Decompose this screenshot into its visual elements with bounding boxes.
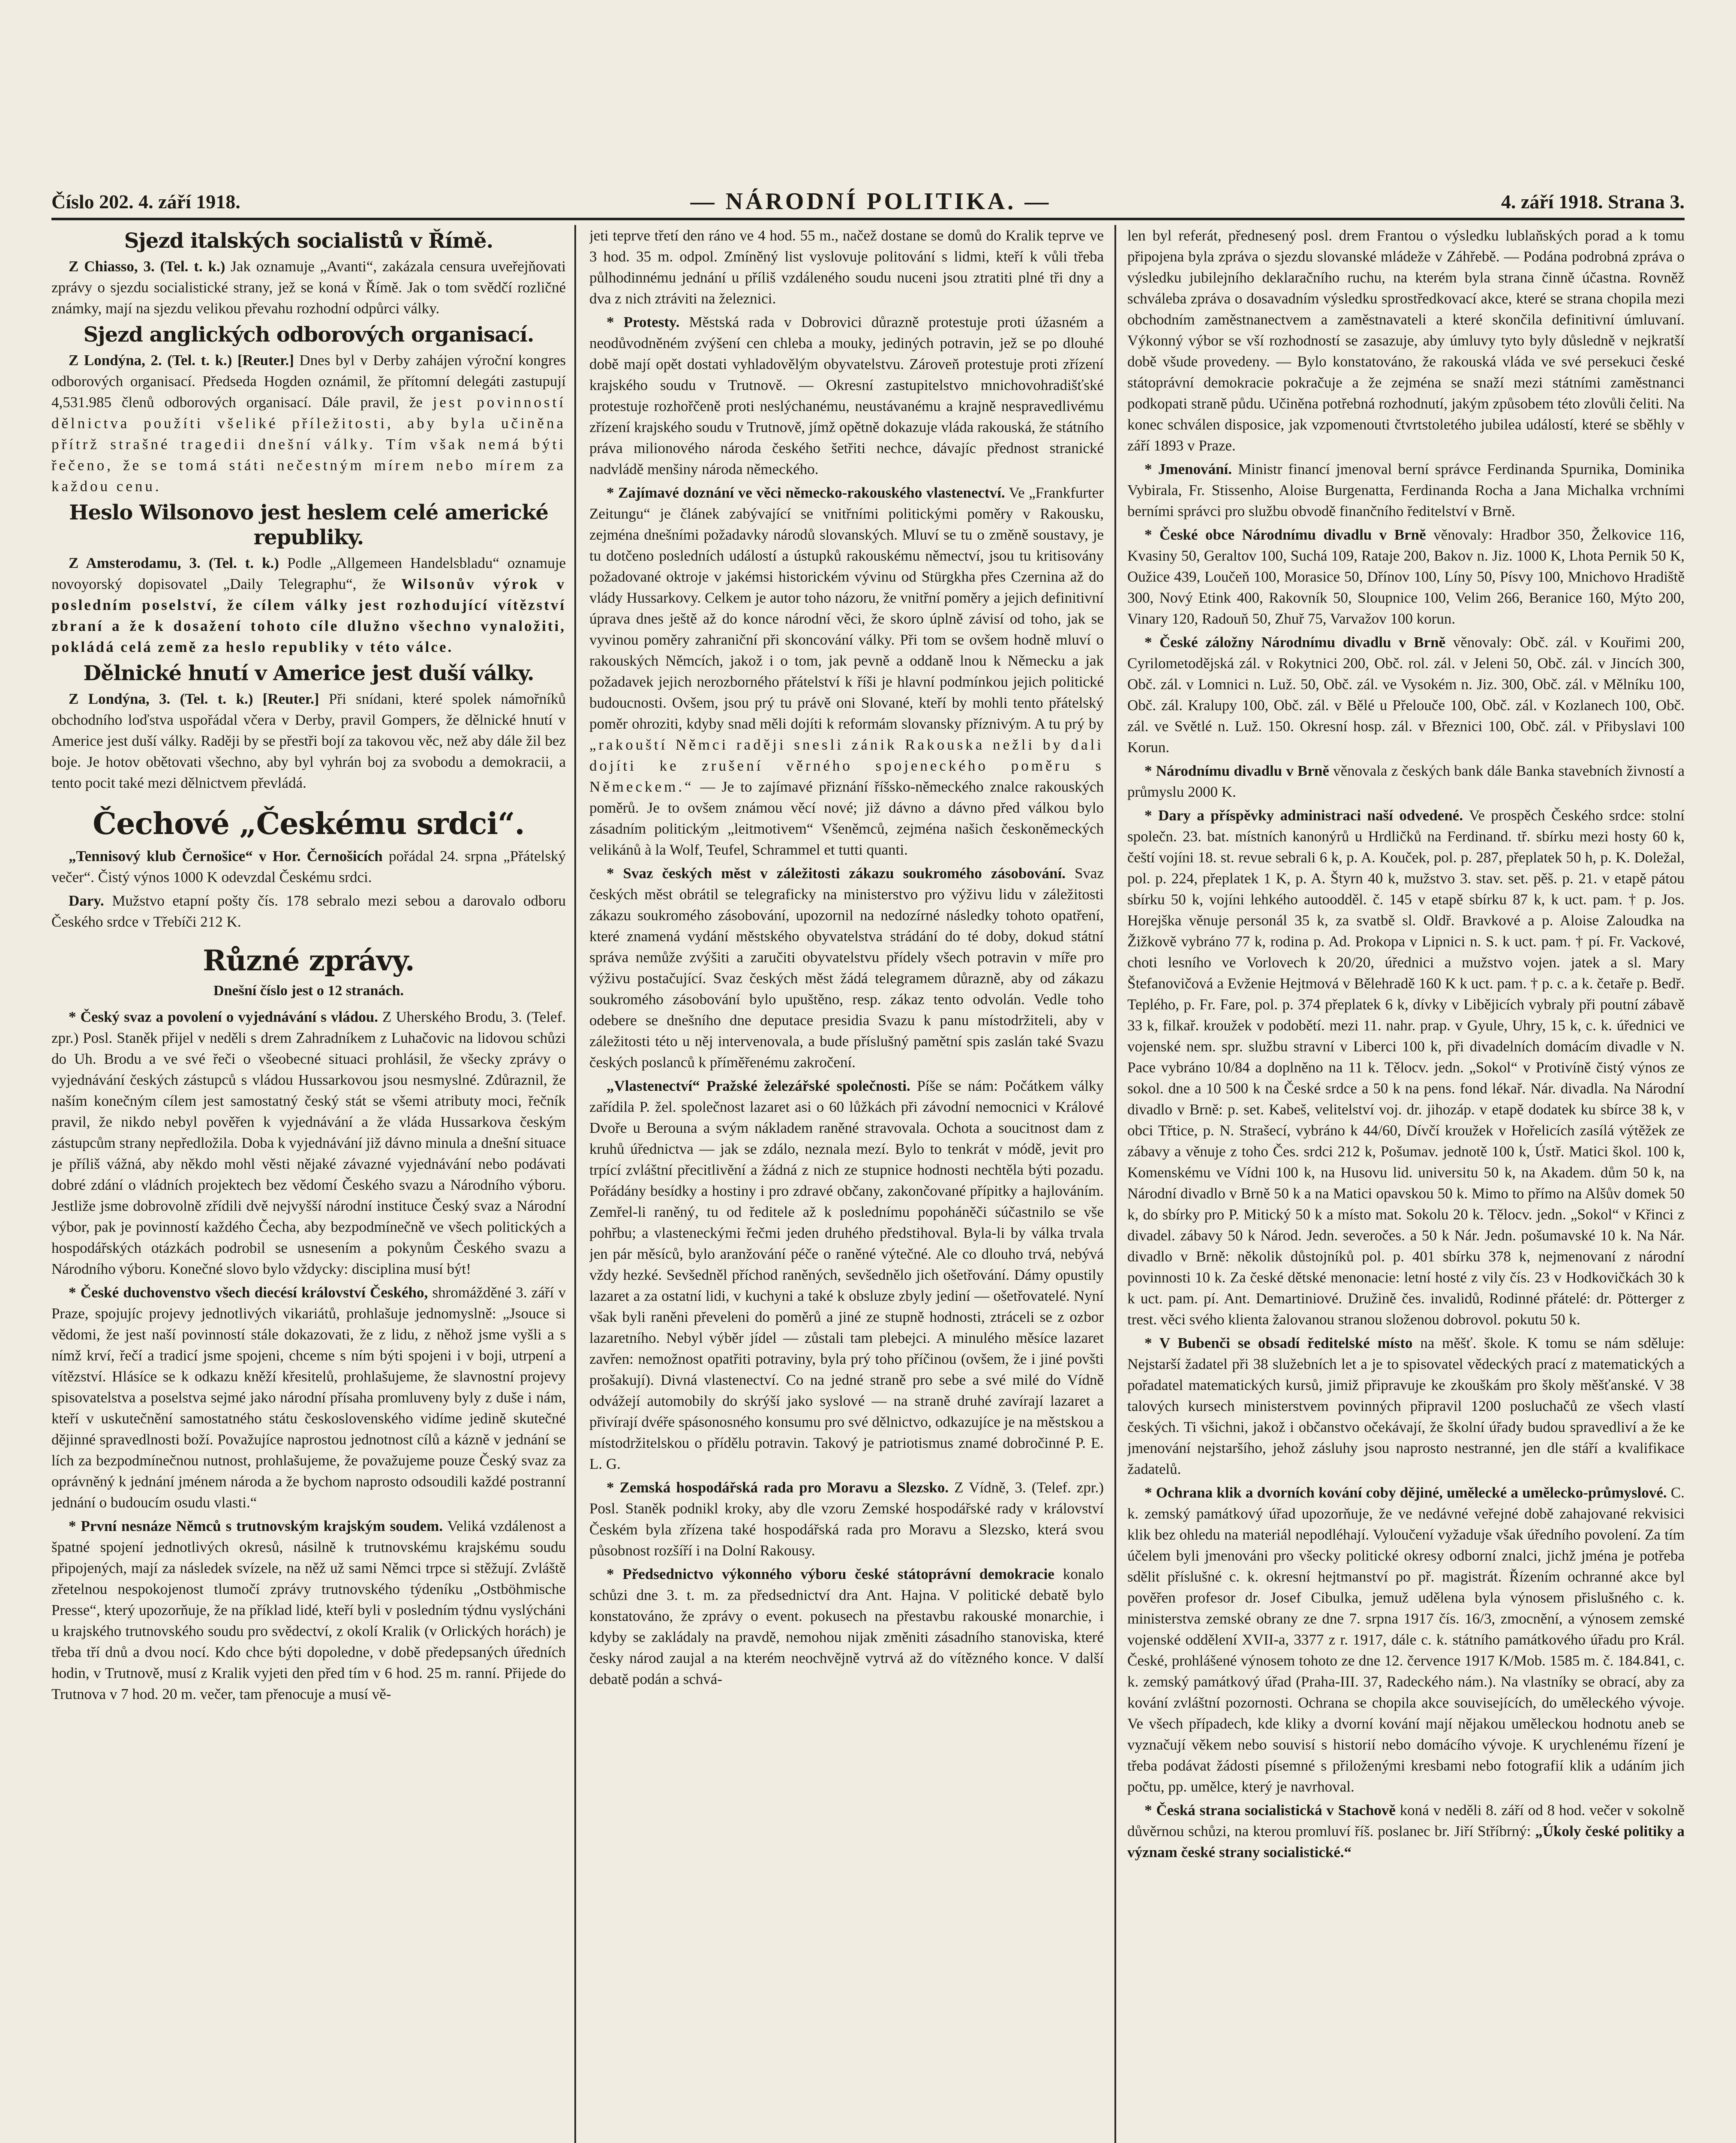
article-heading: Heslo Wilsonovo jest heslem celé americké republiky. [69, 501, 548, 549]
article-text: * Dary a příspěvky administraci naší odvedené. Ve prospěch Českého srdce: stolní společn. 23. bat. místních kanonýrů u Hrdličků na Ferdinand. tř. sbírku mezi hosty 60 k, čeští vojíni 18. st. revue sebrali 6 k, p. A. Kouček, pol. p. 287, přeplatek 50 h, p. K. Doležal, pol. p. 224, přeplatek 1 K, p. A. Štyrn 40 k, mužstvo 3. stav. set. pěš. p. 21. v etapě pátou sbírku 50 k, vojíni lehkého autoodděl. č. 145 v etapě sbírku 87 k, k uct. pam. † p. Jos. Horejška věnuje personál 35 k, za svatbě sl. Oldř. Bravkové a p. Aloise Zaloudka na Žižkově vybráno 77 k, rodina p. Ad. Prokopa v Lipnici n. S. k uct. pam. † pí. Fr. Vackové, choti lesního ve Vorlovech k 20/20, úřednici a mužstvo vojen. jatek a sl. Mary Štefanovičová a Evženie Hejtmová v Bělehradě 160 K k uct. pam. † p. c. a k. četaře p. Bedř. Teplého, p. Fr. Fare, pol. p. 374 přeplatek 6 k, dívky v Libějicích vybraly při poutní zábavě 33 k, filkař. kroužek v podobětí. mezi 11. nahr. prap. v Gyule, Uhry, 15 k, c. k. úřednici ve vojenské nem. spr. službu stravní v Liberci 100 k, při divadelních domácím divadle v N. Pace vybráno 10/84 a doplněno na 11 k. Tělocv. jedn. „Sokol“ v Protivíně čistý výnos ze sokol. dne a 10 500 k na České srdce a 50 k na pens. fond lékař. Nár. divadla. Na Národní divadlo v Brně: p. set. Kabeš, velitelství voj. dr. jihozáp. v etapě dodatek ku sbírce 38 k, v obci Třtice, p. N. Strašecí, vybráno k 44/60, Dívčí kroužek v Hořelicích zasílá výtěžek ze zábavy a věnuje z toho Čes. srdci 212 k, Pošumav. jednotě 100 k, Ústř. Matici škol. 100 k, Komenskému ve Vídni 100 k, na Husovu lid. universitu 50 k, na Akadem. dům 50 k, na Národní divadlo v Brně 50 k a na Matici opavskou 50 k. Mimo to přímo na Alšův domek 50 k, do sbírky pro P. Mitický 50 k a místo mat. Sokolu 20 k. Tělocv. jedn. „Sokol“ v Křinci z divadel. zábavy 50 k Národ. Jedn. severočes. a 50 k Nár. Jedn. pošumavské 10 k. Na Nár. divadlo v Brně: několik důstojníků pol. p. 401 sbírku 378 k, nejmenovaní z národní povinnosti 10 k. Za české dětské menonacie: letní hosté z vily čís. 23 v Hodkovičkách 30 k k uct. pam. pí. Ant. Demartiniové. Družině čes. invalidů, Rodinné přátelé: dr. Pötterger z trest. věci svého klienta žalovanou stranou složenou dobrovol. pokutu 50 k. [1127, 807, 1685, 1328]
column-1 [51, 225, 566, 2143]
section-heading: Čechové „Českému srdci“. [93, 806, 525, 841]
article-text: * Národnímu divadlu v Brně věnovala z českých bank dále Banka stavebních živností a průmyslu 2000 K. [1127, 762, 1685, 800]
article-text: * Předsednictvo výkonného výboru české státoprávní demokracie konalo schůzi dne 3. t. m. za předsednictví dra Ant. Hajna. V politické debatě bylo konstatováno, že zprávy o event. pokusech na přestavbu rakouské monarchie, i kdyby se zakládaly na pravdě, nemohou nijak změniti zásadního stanoviska, které česky národ zaujal a na kterém neochvějně vytrvá až do vítězného konce. V další debatě podán a schvá- [589, 1566, 1104, 1687]
article-heading: Sjezd italských socialistů v Římě. [124, 229, 493, 253]
article-text: Z Amsterodamu, 3. (Tel. t. k.) Podle „Allgemeen Handelsbladu“ oznamuje novoyorský dopisovatel „Daily Telegraphu“, že Wilsonův výrok v posledním poselství, že cílem války jest rozhodující vítězství zbraní a že k dosažení tohoto cíle dlužno všechno vynaložiti, pokládá celá země za heslo republiky v této válce. [51, 555, 566, 655]
column-2 [589, 225, 1104, 2143]
section-subheading: Dnešní číslo jest o 12 stranách. [213, 983, 404, 999]
date-page-info: 4. září 1918. Strana 3. [1501, 190, 1685, 213]
article-heading: Dělnické hnutí v Americe jest duší války. [83, 661, 534, 685]
article-text: * České záložny Národnímu divadlu v Brně věnovaly: Obč. zál. v Kouřimi 200, Cyrilometodějská zál. v Rokytnici 200, Obč. rol. zál. v Jeleni 50, Obč. zál. v Jincích 300, Obč. zál. v Lomnici n. Luž. 50, Obč. zál. ve Vysokém n. Jiz. 300, Obč. zál. v Mělníku 100, Obč. zál. Kralupy 100, Obč. zál. v Bělé u Přelouče 100, Obč. zál. v Kozlanech 100, Obč. zál. ve Světlé n. Luž. 150. Okresní hosp. zál. v Březnici 100, Obč. zál. v Přibyslavi 100 Korun. [1127, 634, 1685, 756]
article-text: * Zajímavé doznání ve věci německo-rakouského vlastenectví. Ve „Frankfurter Zeitungu“ je článek zabývající se vnitřními politickými poměry v Rakousku, zejména dnešními požadavky národů slovanských. Mluví se tu o změně soustavy, je tu dotčeno posledních událostí a ústupků rakouskému němectví, jsou tu kritisovány požadované oktroje v jakémsi historickém vývinu od Stürgkha přes Czernina až do vlády Hussarkovy. Celkem je autor toho názoru, že vnitřní poměry a jejich definitivní úprava dnes ještě až do konce národní věci, že skoro úplně závisí od toho, jak se vyvinou poměry zahraniční při skoncování války. Při tom se ovšem hodně mluví o rakouských Němcích, jakož i o tom, jak pevně a oddaně lnou k Německu a jak požadavek jejich nerozborného přátelství k říši je hlavní podmínkou jejich politické budoucnosti. Ovšem, jsou prý tu právě oni Slované, kteří by mohli tento přátelský poměr ohroziti, kdyby snad měli dojíti k reformám slovansky příznivým. A tu prý by „rakouští Němci raději snesli zánik Rakouska nežli by dali dojíti ke zrušení věrného spojeneckého poměru s Německem.“ — Je to zajímavé přiznání říšsko-německého znalce rakouských poměrů. Je to ovšem známou věcí nové; již dávno a dávno před válkou bylo zásadním politickým „leitmotivem“ Všeněmců, zejména našich českoněmeckých velikánů à la Wolf, Teufel, Schrammel et tutti quanti. [589, 484, 1104, 858]
section-heading: Různé zprávy. [203, 944, 414, 977]
article-text: * České duchovenstvo všech diecésí království Českého, shromážděné 3. září v Praze, spojujíc projevy jednotlivých vikariátů, prohlašuje jednomyslně: „Jsouce si vědomi, že jest naší povinností stále dokazovati, že z lidu, z něhož jsme vyšli a s nímž krví, řečí a tradicí jsme spojeni, chceme s ním býti spojeni i v boji, utrpení a vítězství. Hlásíce se k odkazu kněží křesitelů, prohlašujeme, že slavnostní projevy spisovatelstva a poselstva sejmé jako národní přísaha promluveny byly z duše i nám, kteří v uskutečnění samostatného státu československého vidíme jedině skutečné dějinné spravedlnosti boží. Považujíce naprostou jednotnost cílů a kázně v jednání se lích za bezpodmínečnou nutnost, prohlašujeme, že považujeme pouze Český svaz za oprávněný k jednání jménem národa a že bychom naprosto odsoudili každé postranní jednání o budoucím osudu vlasti.“ [51, 1284, 566, 1511]
article-text: * Protesty. Městská rada v Dobrovici důrazně protestuje proti úžasném a neodůvodněném zvýšení cen chleba a mouky, jediných potravin, jež se po dlouhé době mají opět dostati vyhladovělým obyvatelstvu. Zároveň protestuje proti zřízení krajského soudu v Trutnově. — Okresní zastupitelstvo mnichovohradišťské protestuje rozhořčeně proti neslýchanému, neustávanému a krajně nespravedlivému zřízení krajského soudu v Trutnově, jímž opětně dokazuje vláda rakouská, že státního práva milionového národa českého šetřiti nechce, dávajíc přednost stranické nadvládě menšiny národa německého. [589, 314, 1104, 477]
article-text: * Zemská hospodářská rada pro Moravu a Slezsko. Z Vídně, 3. (Telef. zpr.) Posl. Staněk podnikl kroky, aby dle vzoru Zemské hospodářské rady v království Českém byla zřízena také hospodářská rada pro Moravu a Slezsko, která svou působnost rozšíří i na Dolní Rakousy. [589, 1479, 1104, 1559]
article-text: * Český svaz a povolení o vyjednávání s vládou. Z Uherského Brodu, 3. (Telef. zpr.) Posl. Staněk přijel v neděli s drem Zahradníkem z Luhačovic na lidovou schůzi do Uh. Brodu a ve své řeči o všeobecné situaci prohlásil, že všecky zprávy o vyjednávání českých zástupců s vládou Hussarkovou jsou nesmyslné. Zdůraznil, že naším konečným cílem jest samostatný český stát se všemi atributy moci, řečník pravil, že nikdo nebyl pověřen k vyjednávání a že vláda Hussarkova českým zástupcům strany nepředložila. Doba k vyjednávání již dávno minula a dnešní situace je příliš vážná, aby někdo mohl věsti nějaké závazné vyjednávání nebo podávati dobré zdání o vládních projektech bez vědomí Českého svazu a Národního výboru. Jestliže jsme dobrovolně zřídili dvě nejvyšší národní instituce Český svaz a Národní výbor, pak je povinností každého Čecha, aby bezpodmínečně ve všech politických a hospodářských otázkách podrobil se usnesením a pokynům Českého svazu a Národního výboru. Konečné slovo bylo vždycky: disciplina musí být! [51, 1008, 566, 1277]
column-divider [1114, 225, 1116, 2143]
article-text: * České obce Národnímu divadlu v Brně věnovaly: Hradbor 350, Želkovice 116, Kvasiny 50, Geraltov 100, Suchá 109, Rataje 200, Bakov n. Jiz. 1000 K, Lhota Pernik 50 K, Oužice 439, Loučeň 100, Morasice 50, Dřínov 100, Líny 50, Písvy 100, Mnichovo Hradiště 300, Nový Etink 400, Rakovník 50, Sloupnice 100, Velim 266, Beranice 160, Mýto 200, Vinary 120, Radouň 50, Zhuř 75, Varvažov 100 korun. [1127, 526, 1685, 627]
column-3 [1127, 225, 1685, 2143]
page-header [51, 189, 1685, 220]
issue-info: Číslo 202. 4. září 1918. [51, 190, 240, 213]
article-text: * První nesnáze Němců s trutnovským krajským soudem. Veliká vzdálenost a špatné spojení jednotlivých okresů, násilně k trutnovskému krajskému soudu připojených, mají za následek svízele, na něž už sami Němci trpce si stěžují. Zvláště zřetelnou nespokojenost tlumočí zprávy trutnovského týdeníku „Ostböhmische Presse“, který upozorňuje, že na příklad lidé, kteří byli v posledním týdnu vyslýcháni u krajského trutnovského soudu pro svědectví, z okolí Kralik (v Orlických horách) je třeba tří dnů a dvou nocí. Kdo chce býti dopoledne, v době předepsaných úředních hodin, v Trutnově, musí z Kralik vyjeti den před tím v 6 hod. 25 m. ranní. Přijede do Trutnova v 7 hod. 20 m. večer, tam přenocuje a musí vě- [51, 1518, 566, 1702]
article-text: Z Londýna, 2. (Tel. t. k.) [Reuter.] Dnes byl v Derby zahájen výroční kongres odborových organisací. Předseda Hogden oznámil, že přítomní delegáti zastupují 4,531.985 členů odborových organisací. Dále pravil, že jest povinností dělnictva použíti všeliké příležitosti, aby byla učiněna přítrž strašné tragedii dnešní války. Tím však nemá býti řečeno, že se tomá státi nečestným mírem nebo mírem za každou cenu. [51, 352, 566, 495]
article-text: * V Bubenči se obsadí ředitelské místo na měšť. škole. K tomu se nám sděluje: Nejstarší žadatel při 38 služebních let a je to spisovatel vědeckých prací z matematických a pořadatel matematických kursů, jimiž připravuje ke zkouškám pro školy měšťanské. V 38 talových kursech ministerstvem povinných připravil 1200 posluchačů ze všech vlastí českých. Ti všichni, jakož i občanstvo očekávají, že školní úřady budou spravedliví a že ke jmenování nejstaršího, jehož zásluhy jsou naprosto nestranné, jen dle stáří a kvalifikace žadatelů. [1127, 1335, 1685, 1477]
article-text: Z Londýna, 3. (Tel. t. k.) [Reuter.] Při snídani, které spolek námořníků obchodního loďstva uspořádal včera v Derby, pravil Gompers, že dělnické hnutí v Americe jest duší války. Raději by se přestři bojí za takovou věc, než aby dále žil bez boje. Je hotov obětovati všechno, aby byl vyhrán boj za svobodu a demokracii, a tento pocit také mezi dělnictvem převládá. [51, 690, 566, 791]
article-text: Dary. Mužstvo etapní pošty čís. 178 sebralo mezi sebou a darovalo odboru Českého srdce v Třebíči 212 K. [51, 892, 566, 930]
column-divider [574, 225, 576, 2143]
article-heading: Sjezd anglických odborových organisací. [83, 323, 534, 347]
article-text: * Jmenování. Ministr financí jmenoval berní správce Ferdinanda Spurnika, Dominika Vybirala, Fr. Stissenho, Aloise Burgenatta, Ferdinanda Rocha a Jana Michalka vrchními berními správci pro službu obvodě finančního ředitelství v Brně. [1127, 461, 1685, 519]
article-text: jeti teprve třetí den ráno ve 4 hod. 55 m., načež dostane se domů do Kralik teprve ve 3 hod. 35 m. odpol. Zmíněný list vyslovuje politování s lidmi, kteří k vůli třeba půlhodinnému jednání u příliš vzdáleného soudu nuceni jsou ztratiti plné tři dny a dva z nich ztráviti na železnici. [589, 227, 1104, 307]
newspaper-title: — NÁRODNÍ POLITIKA. — [690, 188, 1051, 215]
article-text: „Vlastenectví“ Pražské železářské společnosti. Píše se nám: Počátkem války zařídila P. žel. společnost lazaret asi o 60 lůžkách při závodní nemocnici v Králové Dvoře u Berouna a svým nákladem raněné stravovala. Ochota a soucitnost dam z kruhů úřednictva — jak se zdálo, neznala mezí. Bylo to tenkrát v módě, jevit pro trpící zvláštní přecitlivění a žádná z nich ze stupnice hodnosti nechtěla býti pozadu. Pořádány besídky a hostiny i pro zdravé občany, zakončované přípitky a hajlováním. Zemřel-li raněný, tu od ředitele až k poslednímu popoháněči súčastnilo se vše pohřbu; a vlasteneckými řečmi jeden druhého předstihoval. Byla-li by válka trvala jen pár měsíců, bylo aranžování péče o raněné výtečné. Ale co dlouho trvá, nebývá vždy hezké. Sevšedněl příchod raněných, sevšednělo jich ošetřování. Dámy opustily lazaret a za ostatní lidi, v kuchyni a také k obsluze zbyly jediní — ošetřovatelé. Nyní však byli raněni převeleni do poměrů a jiné ze stupně hodnosti, ztráceli se z ozbor lazaretního. Nebyl výběr jídel — zůstali tam plebejci. A minulého měsíce lazaret zavřen: nemožnost opatřiti potraviny, byla prý toho příčinou (ovšem, že i jiné povšti prošakují). Divná vlastenectví. Co na jedné straně pro sebe a své milé do Vídně odvážejí automobily do skrýší jako syslové — na straně druhé zavírají lazaret a přivírají dvéře spásonosného konsumu pro své dělnictvo, odkazujíce je na městskou a místodržitelskou o přídělu potravin. Takový je patriotismus znamé dobročinné P. E. L. G. [589, 1078, 1104, 1472]
article-text: * Svaz českých měst v záležitosti zákazu soukromého zásobování. Svaz českých měst obrátil se telegraficky na ministerstvo pro výživu lidu v záležitosti zákazu soukromého zásobování, upozornil na nedozírné následky tohoto opatření, které znamená vydání městského obyvatelstva strádání do té doby, dokud státní správa nemůže zvýšiti a zaručiti obyvatelstvu přídely všech potravin v míře pro výživu postačující. Svaz českých měst žádá telegramem důrazně, aby od zákazu soukromého zásobování bylo upuštěno, resp. zákaz tento odvolán. Vedle toho odebere se dnešního dne deputace presidia Svazu k panu místodržiteli, aby v záležitosti této u něj intervenovala, a bude příslušný pamětní spis zaslán také Svazu českých poslanců k příměřenému zakročení. [589, 865, 1104, 1071]
article-text: Z Chiasso, 3. (Tel. t. k.) Jak oznamuje „Avanti“, zakázala censura uveřejňovati zprávy o sjezdu socialistické strany, jež se koná v Římě. Jak o tom svědčí rozličné známky, mají na sjezdu velikou převahu rozhodní odpůrci války. [51, 258, 566, 317]
article-text: len byl referát, přednesený posl. drem Frantou o výsledku lublaňských porad a k tomu připojena byla zpráva o sjezdu slovanské mládeže v Záhřebě. — Podána podrobná zpráva o výsledku jubilejního deklaračního ruchu, na kterém byla strana činně účastna. Rovněž schváleba zpráva o dosavadním výsledku sprostředkovací akce, které se strana chopila mezi obchodním zaměstnanectvem a zaměstnavateli a které skončila definitivní úmluvaní. Výkonný výbor se vší rozhodností se zasazuje, aby úmluvy tyto byly důsledně v nejkratší době všude provedeny. — Bylo konstatováno, že rakouská vláda ve své persekuci české státoprávní demokracie pokračuje a že zejména se snaží mezi státními zaměstnanci podkopati straně půdu. Učiněna potřebná rozhodnutí, jakým způsobem této zlovůli čeliti. Na konec schválen disposice, jak vzpomenouti čtvrtstoletého jubilea událostí, které se sběhly v září 1893 v Praze. [1127, 227, 1685, 454]
article-text: * Česká strana socialistická v Stachově koná v neděli 8. září od 8 hod. večer v sokolně důvěrnou schůzi, na kterou promluví říš. poslanec br. Jiří Stříbrný: „Úkoly české politiky a význam české strany socialistické.“ [1127, 1802, 1685, 1861]
article-text: „Tennisový klub Černošice“ v Hor. Černošicích pořádal 24. srpna „Přátelský večer“. Čistý výnos 1000 K odevzdal Českému srdci. [51, 848, 566, 885]
article-text: * Ochrana klik a dvorních kování coby dějiné, umělecké a umělecko-průmyslové. C. k. zemský památkový úřad upozorňuje, že ve nedávné veřejné době zahajované rekvisici klik bez ohledu na materiál nepodléhají. Vyloučení vyžaduje však úředního povolení. Za tím účelem byli jmenováni pro všecky politické okresy odborní znalci, jichž jména je potřeba sdělit příslušné c. k. okresní hejtmanství po př. magistrát. Řízením ochranné akce byl pověřen profesor dr. Josef Cibulka, jemuž udělena byla výnosem přislušného c. k. ministerstva zemské obrany ze dne 7. srpna 1917 čís. 16/3, zmocnění, a výnosem zemské vojenské oddělení XVII-a, 3377 z r. 1917, dále c. k. státního památkového úřadu pro Král. České, prohlášené výnosem tohoto ze dne 12. července 1917 K/Mob. 1585 m. č. 184.841, c. k. zemský památkový úřad (Praha-III. 37, Radeckého nám.). Na vlastníky se obrací, aby za kování zvláštní pozornosti. Ochrana se chopila akce souvisejících, do uměleckého vývoje. Ve všech případech, kde kliky a dvorní kování mají nějakou uměleckou hodnotu aneb se vyznačují věkem nebo souvisí s historií nebo domácího vývoje. K urychlenému řízení je třeba podávat žádosti písemné s přiloženými kresbami nebo fotografií klik a udáním jich počtu, pp. umělce, který je navrhoval. [1127, 1484, 1685, 1795]
